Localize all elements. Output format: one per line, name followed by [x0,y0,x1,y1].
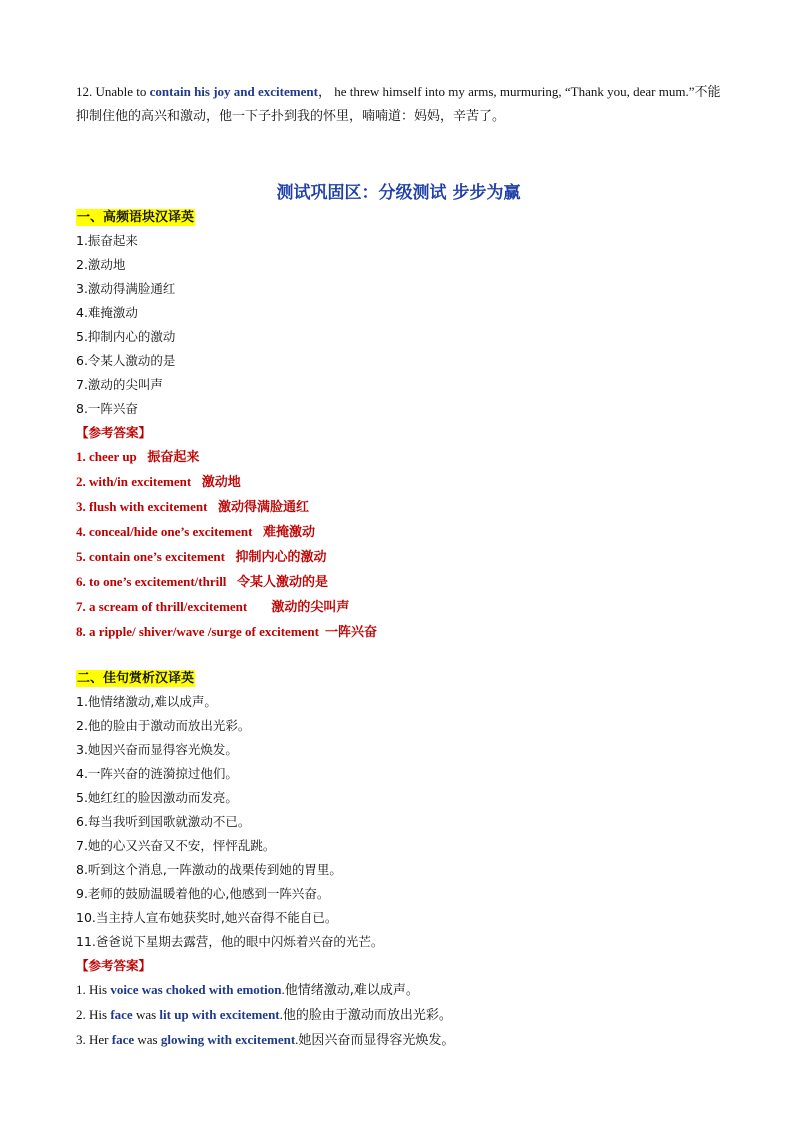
spacer [76,645,721,667]
list-item: 10.当主持人宣布她获奖时,她兴奋得不能自已。 [76,910,338,925]
document-page [76,80,721,1053]
list-item: 7.激动的尖叫声 [76,377,163,392]
list-item: 5.她红红的脸因激动而发亮。 [76,790,238,805]
answer-item: 7. a scream of thrill/excitement 激动的尖叫声 [76,599,350,615]
answer-item: 4. conceal/hide one’s excitement 难掩激动 [76,524,315,540]
section2-heading-text: 二、佳句赏析汉译英 [77,671,195,686]
answer-item: 3. flush with excitement 激动得满脸通红 [76,499,309,515]
list-item: 6.令某人激动的是 [76,353,176,368]
sentence-translation: 不能抑制住他的高兴和激动，他一下子扑到我的怀里，喃喃道：妈妈，辛苦了。 [76,85,721,124]
list-item: 2.激动地 [76,257,126,272]
list-item: 3.激动得满脸通红 [76,281,176,296]
section2-answers [76,978,721,1053]
list-item: 8.一阵兴奋 [76,401,138,416]
section1-items [76,229,721,421]
answer-item: 1. cheer up 振奋起来 [76,449,200,465]
list-item: 1.他情绪激动,难以成声。 [76,694,217,709]
list-item: 6.每当我听到国歌就激动不已。 [76,814,251,829]
answer-sentence: 1. His voice was choked with emotion.他情绪激动,难以成声。 [76,982,419,998]
answer-item: 5. contain one’s excitement 抑制内心的激动 [76,549,327,565]
list-item: 11.爸爸说下星期去露营，他的眼中闪烁着兴奋的光芒。 [76,934,384,949]
list-item: 4.难掩激动 [76,305,138,320]
key-phrase: contain his joy and excitement [149,84,318,99]
answer-item: 2. with/in excitement 激动地 [76,474,241,490]
list-item: 2.他的脸由于激动而放出光彩。 [76,718,251,733]
answer-sentence: 3. Her face was glowing with excitement.她因兴奋而显得容光焕发。 [76,1032,455,1048]
list-item: 4.一阵兴奋的涟漪掠过他们。 [76,766,238,781]
section1-heading-text: 一、高频语块汉译英 [77,210,195,225]
example-sentence-12 [76,80,721,128]
list-item: 9.老师的鼓励温暖着他的心,他感到一阵兴奋。 [76,886,330,901]
list-item: 7.她的心又兴奋又不安，怦怦乱跳。 [76,838,276,853]
answer-item: 8. a ripple/ shiver/wave /surge of excitement 一阵兴奋 [76,624,377,640]
section1-answer-label: 【参考答案】 [76,425,152,440]
section2-items [76,690,721,954]
answer-sentence: 2. His face was lit up with excitement.他的脸由于激动而放出光彩。 [76,1007,452,1023]
sentence-rest: ， he threw himself into my arms, murmuring, “Thank you, dear mum.” [317,84,695,99]
list-item: 1.振奋起来 [76,233,138,248]
section1-answers [76,445,721,645]
list-item: 5.抑制内心的激动 [76,329,176,344]
section2-answer-label: 【参考答案】 [76,958,152,973]
section-title: 测试巩固区：分级测试 步步为赢 [276,183,521,203]
sentence-prefix: 12. Unable to [76,84,150,99]
list-item: 8.听到这个消息,一阵激动的战栗传到她的胃里。 [76,862,342,877]
answer-item: 6. to one’s excitement/thrill 令某人激动的是 [76,574,328,590]
section2-heading [76,667,721,690]
list-item: 3.她因兴奋而显得容光焕发。 [76,742,238,757]
section1-heading [76,206,721,229]
